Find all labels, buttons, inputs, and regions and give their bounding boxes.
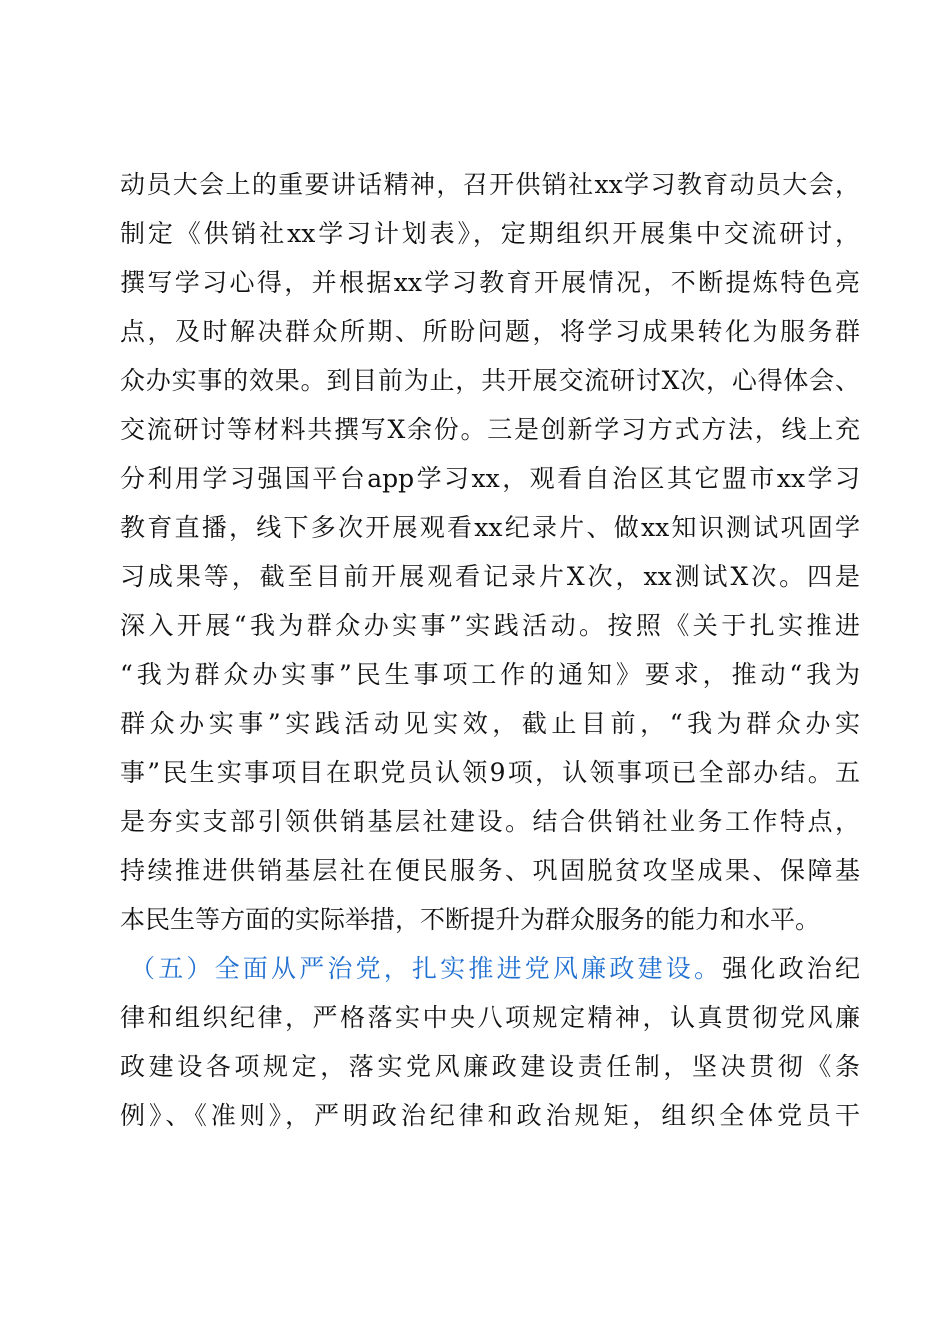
paragraph-line: 是夯实支部引领供销基层社建设。结合供销社业务工作特点， <box>120 807 860 836</box>
paragraph-line: “我为群众办实事”民生事项工作的通知》要求，推动“我为 <box>120 660 860 689</box>
paragraph-line: 交流研讨等材料共撰写X余份。三是创新学习方式方法，线上充 <box>120 415 860 444</box>
paragraph-line: 众办实事的效果。到目前为止，共开展交流研讨X次，心得体会、 <box>120 366 860 395</box>
paragraph-line: 习成果等，截至目前开展观看记录片X次，xx测试X次。四是 <box>120 562 860 591</box>
paragraph-line: 教育直播，线下多次开展观看xx纪录片、做xx知识测试巩固学 <box>120 513 860 542</box>
paragraph-line: 律和组织纪律，严格落实中央八项规定精神，认真贯彻党风廉 <box>120 1003 860 1032</box>
paragraph-line: 点，及时解决群众所期、所盼问题，将学习成果转化为服务群 <box>120 317 860 346</box>
paragraph-line: 分利用学习强国平台app学习xx，观看自治区其它盟市xx学习 <box>120 464 860 493</box>
paragraph-line: 深入开展“我为群众办实事”实践活动。按照《关于扎实推进 <box>120 611 860 640</box>
section-first-line-text: 强化政治纪 <box>722 954 860 983</box>
paragraph-line: 事”民生实事项目在职党员认领9项，认领事项已全部办结。五 <box>120 758 860 787</box>
section-heading: （五）全面从严治党，扎实推进党风廉政建设。 <box>130 954 723 983</box>
document-body <box>120 160 860 1140</box>
paragraph-line: 政建设各项规定，落实党风廉政建设责任制，坚决贯彻《条 <box>120 1052 860 1081</box>
paragraph-line: 例》、《准则》，严明政治纪律和政治规矩，组织全体党员干 <box>120 1101 860 1130</box>
paragraph-line: 群众办实事”实践活动见实效，截止目前，“我为群众办实 <box>120 709 860 738</box>
paragraph-line: 动员大会上的重要讲话精神，召开供销社xx学习教育动员大会， <box>120 170 860 199</box>
paragraph-line: 持续推进供销基层社在便民服务、巩固脱贫攻坚成果、保障基 <box>120 856 860 885</box>
paragraph-line: 撰写学习心得，并根据xx学习教育开展情况，不断提炼特色亮 <box>120 268 860 297</box>
section-first-line <box>120 944 860 993</box>
paragraph-line: 本民生等方面的实际举措，不断提升为群众服务的能力和水平。 <box>120 905 821 934</box>
paragraph-line: 制定《供销社xx学习计划表》，定期组织开展集中交流研讨， <box>120 219 860 248</box>
